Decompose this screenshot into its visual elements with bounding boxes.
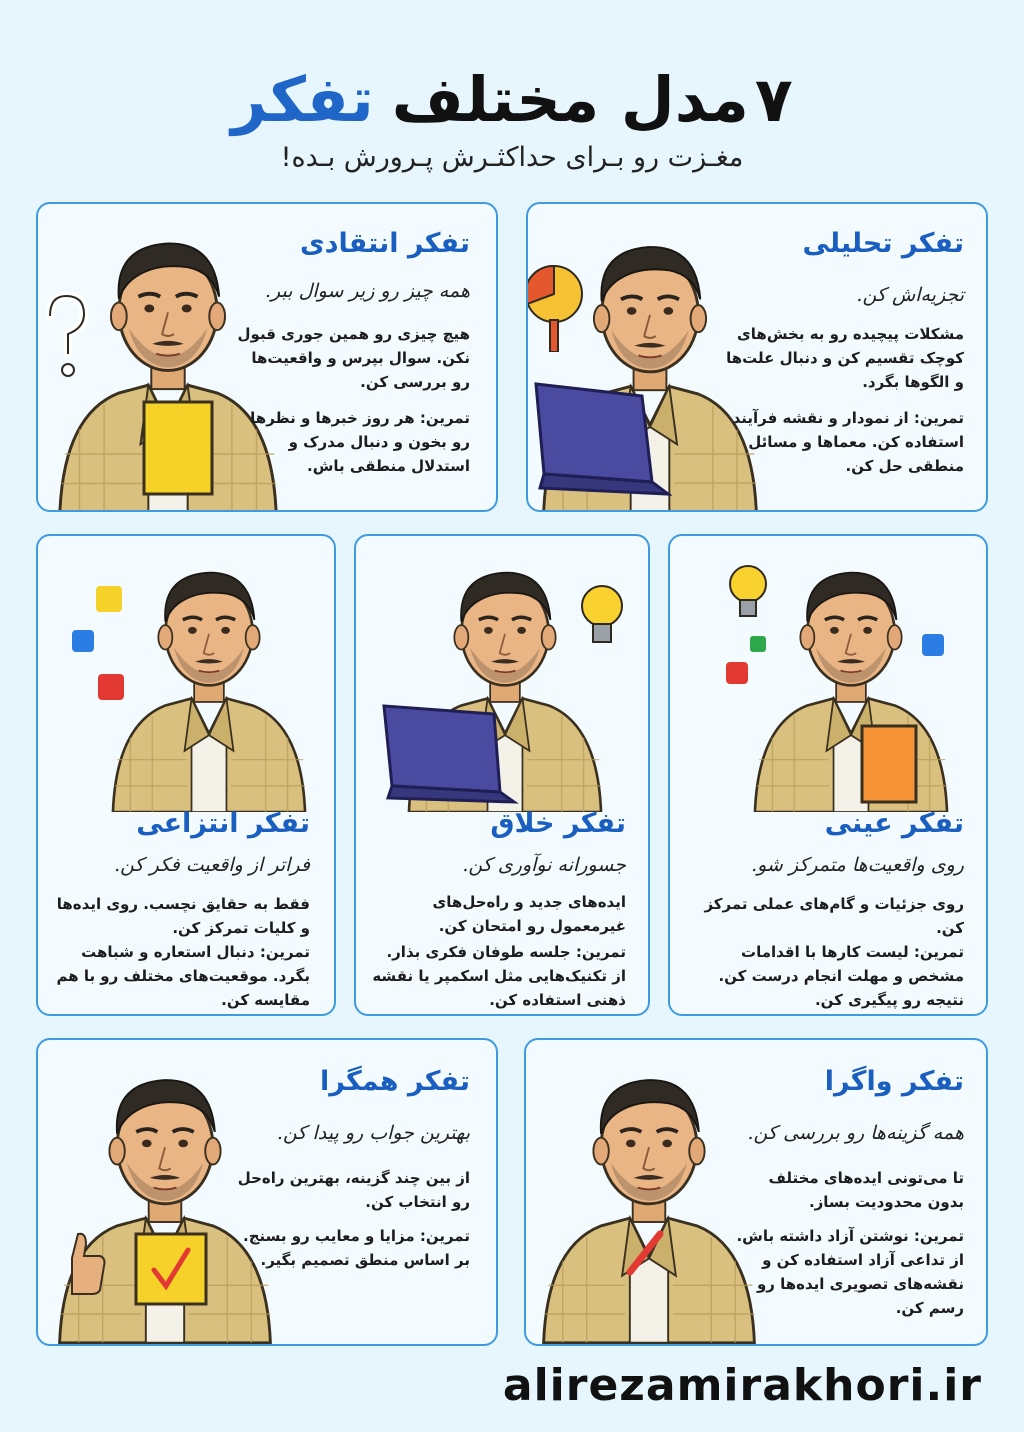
card-analytical-thinking bbox=[526, 202, 988, 512]
card-concrete-thinking bbox=[668, 534, 988, 1016]
card-title: تفکر همگرا bbox=[319, 1066, 470, 1097]
color-squares-icon bbox=[68, 582, 138, 712]
footer-website-url[interactable]: alirezamirakhori.ir bbox=[502, 1360, 982, 1411]
title-number: ۷ bbox=[754, 63, 793, 136]
card-exercise: تمرین: جلسه طوفان فکری بذار. از تکنیک‌هایی مثل اسکمپر یا نقشه ذهنی استفاده کن. bbox=[372, 943, 626, 1009]
question-mark-icon bbox=[44, 292, 88, 382]
card-exercise: تمرین: هر روز خبرها و نظرها رو بخون و دنبال مدرک و استدلال منطقی باش. bbox=[250, 409, 470, 475]
card-convergent-thinking bbox=[36, 1038, 498, 1346]
card-creative-thinking bbox=[354, 534, 650, 1016]
lightbulb-icon bbox=[570, 576, 634, 656]
card-description: هیچ چیزی رو همین جوری قبول نکن. سوال بپرس و واقعیت‌ها رو بررسی کن. bbox=[237, 325, 470, 391]
lightbulb-icon bbox=[720, 558, 776, 632]
card-slogan: جسورانه نوآوری کن. bbox=[462, 854, 626, 876]
card-description: ایده‌های جدید و راه‌حل‌های غیرمعمول رو امتحان کن. bbox=[432, 893, 626, 935]
card-description: از بین چند گزینه، بهترین راه‌حل رو انتخاب کن. bbox=[237, 1169, 470, 1211]
title-main: مدل مختلف bbox=[391, 63, 749, 136]
card-title: تفکر انتزاعی bbox=[136, 808, 310, 839]
card-slogan: روی واقعیت‌ها متمرکز شو. bbox=[751, 854, 964, 876]
card-slogan: بهترین جواب رو پیدا کن. bbox=[276, 1122, 470, 1144]
card-exercise: تمرین: نوشتن آزاد داشته باش. از تداعی آزاد استفاده کن و نقشه‌های تصویری ایده‌ها رو رسم کن. bbox=[736, 1227, 964, 1317]
card-description: مشکلات پیچیده رو به بخش‌های کوچک تقسیم کن و دنبال علت‌ها و الگوها بگرد. bbox=[726, 325, 964, 391]
card-exercise: تمرین: لیست کارها با اقدامات مشخص و مهلت انجام درست کن. نتیجه رو پیگیری کن. bbox=[718, 943, 964, 1009]
page-subtitle: مغـزت رو بـرای حداکثـرش پـرورش بـده! bbox=[280, 142, 744, 173]
card-title: تفکر تحلیلی bbox=[802, 228, 964, 259]
thumbs-up-icon bbox=[58, 1228, 108, 1298]
checkmark-note-icon bbox=[132, 1230, 212, 1310]
card-slogan: تجزیه‌اش کن. bbox=[856, 284, 964, 306]
character-illustration bbox=[534, 1054, 764, 1344]
card-slogan: همه گزینه‌ها رو بررسی کن. bbox=[747, 1122, 964, 1144]
card-divergent-thinking bbox=[524, 1038, 988, 1346]
card-description: فقط به حقایق نچسب. روی ایده‌ها و کلیات تمرکز کن. bbox=[56, 895, 310, 937]
card-abstract-thinking bbox=[36, 534, 336, 1016]
yellow-notebook-icon bbox=[140, 398, 216, 498]
card-description: روی جزئیات و گام‌های عملی تمرکز کن. bbox=[704, 895, 964, 937]
card-exercise: تمرین: دنبال استعاره و شباهت بگرد. موقعیت‌های مختلف رو با هم مقایسه کن. bbox=[56, 943, 310, 1009]
color-squares-icon bbox=[720, 628, 960, 698]
card-title: تفکر انتقادی bbox=[299, 228, 470, 259]
card-title: تفکر خلاق bbox=[490, 808, 626, 839]
orange-notebook-icon bbox=[858, 722, 920, 806]
card-critical-thinking bbox=[36, 202, 498, 512]
pen-icon bbox=[626, 1228, 666, 1278]
title-accent: تفکر bbox=[231, 63, 374, 136]
card-title: تفکر عینی bbox=[824, 808, 964, 839]
card-exercise: تمرین: از نمودار و نقشه فرآیند استفاده کن. معماها و مسائل منطقی حل کن. bbox=[732, 409, 964, 475]
card-slogan: همه چیز رو زیر سوال ببر. bbox=[264, 280, 470, 302]
laptop-icon bbox=[526, 374, 672, 504]
card-title: تفکر واگرا bbox=[824, 1066, 964, 1097]
card-slogan: فراتر از واقعیت فکر کن. bbox=[114, 854, 310, 876]
card-exercise: تمرین: مزایا و معایب رو بسنج. بر اساس منطق تصمیم بگیر. bbox=[243, 1227, 470, 1269]
page-title bbox=[0, 60, 1024, 140]
laptop-icon bbox=[374, 696, 524, 806]
card-description: تا می‌تونی ایده‌های مختلف بدون محدودیت بساز. bbox=[768, 1169, 964, 1211]
pie-chart-icon bbox=[526, 260, 584, 352]
